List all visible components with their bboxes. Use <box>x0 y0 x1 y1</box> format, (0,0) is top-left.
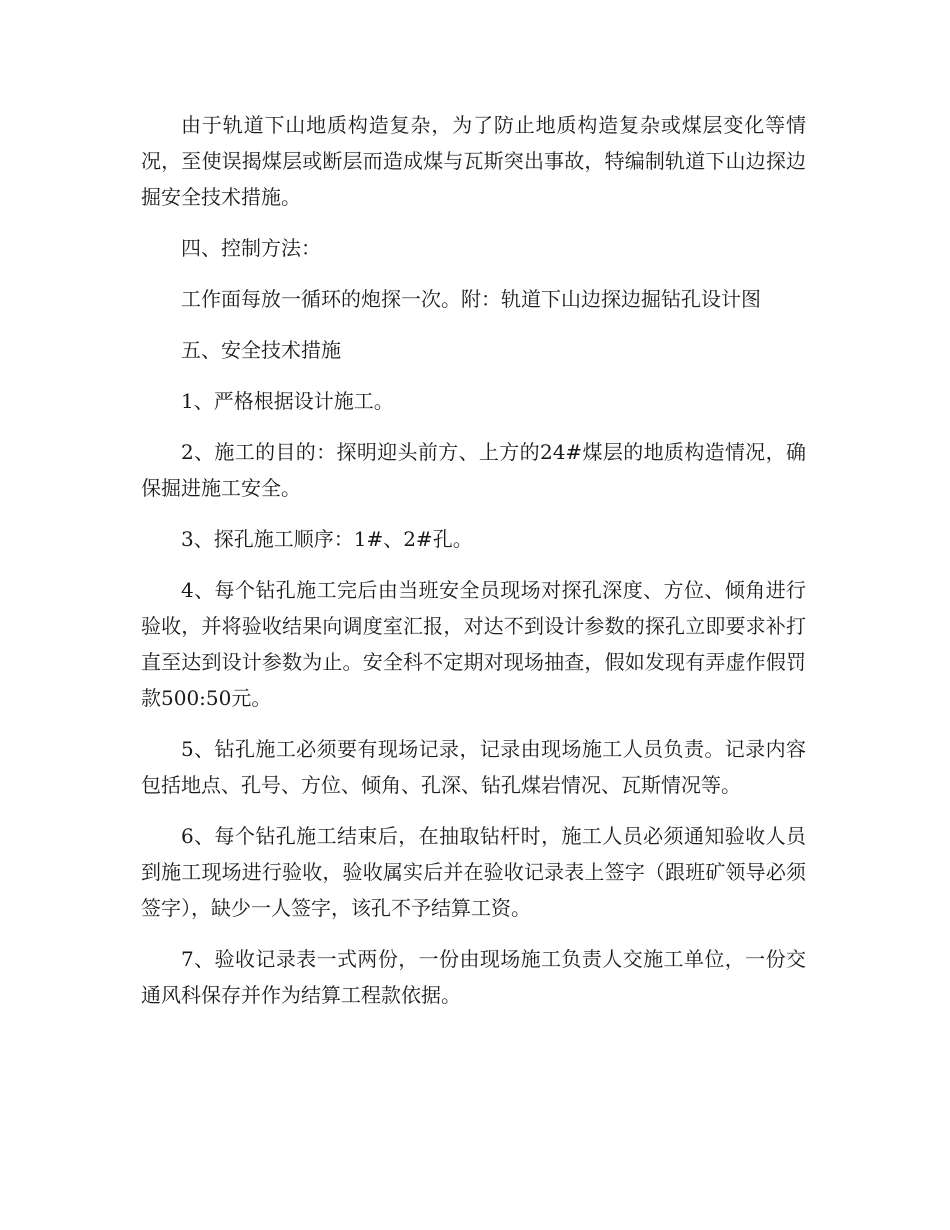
list-item-4: 4、每个钻孔施工完后由当班安全员现场对探孔深度、方位、倾角进行验收，并将验收结果向调度室汇报，对达不到设计参数的探孔立即要求补打直至达到设计参数为止。安全科不定期对现场抽查，假如发现有弄虚作假罚款500:50元。 <box>141 578 806 710</box>
document-body <box>141 107 806 1028</box>
list-item-1: 1、严格根据设计施工。 <box>181 389 394 413</box>
section-heading-safety-measures: 五、安全技术措施 <box>181 338 341 362</box>
paragraph-intro: 由于轨道下山地质构造复杂，为了防止地质构造复杂或煤层变化等情况，至使误揭煤层或断层而造成煤与瓦斯突出事故，特编制轨道下山边探边掘安全技术措施。 <box>141 113 806 209</box>
section-heading-control-method: 四、控制方法： <box>181 236 321 260</box>
list-item-7: 7、验收记录表一式两份，一份由现场施工负责人交施工单位，一份交通风科保存并作为结算工程款依据。 <box>141 947 806 1007</box>
list-item-6: 6、每个钻孔施工结束后，在抽取钻杆时，施工人员必须通知验收人员到施工现场进行验收，验收属实后并在验收记录表上签字（跟班矿领导必须签字），缺少一人签字，该孔不予结算工资。 <box>141 824 806 920</box>
paragraph-control-method: 工作面每放一循环的炮探一次。附：轨道下山边探边掘钻孔设计图 <box>181 287 761 311</box>
list-item-5: 5、钻孔施工必须要有现场记录，记录由现场施工人员负责。记录内容包括地点、孔号、方位、倾角、孔深、钻孔煤岩情况、瓦斯情况等。 <box>141 737 806 797</box>
list-item-3: 3、探孔施工顺序：1#、2#孔。 <box>181 527 473 551</box>
list-item-2: 2、施工的目的：探明迎头前方、上方的24#煤层的地质构造情况，确保掘进施工安全。 <box>141 440 806 500</box>
